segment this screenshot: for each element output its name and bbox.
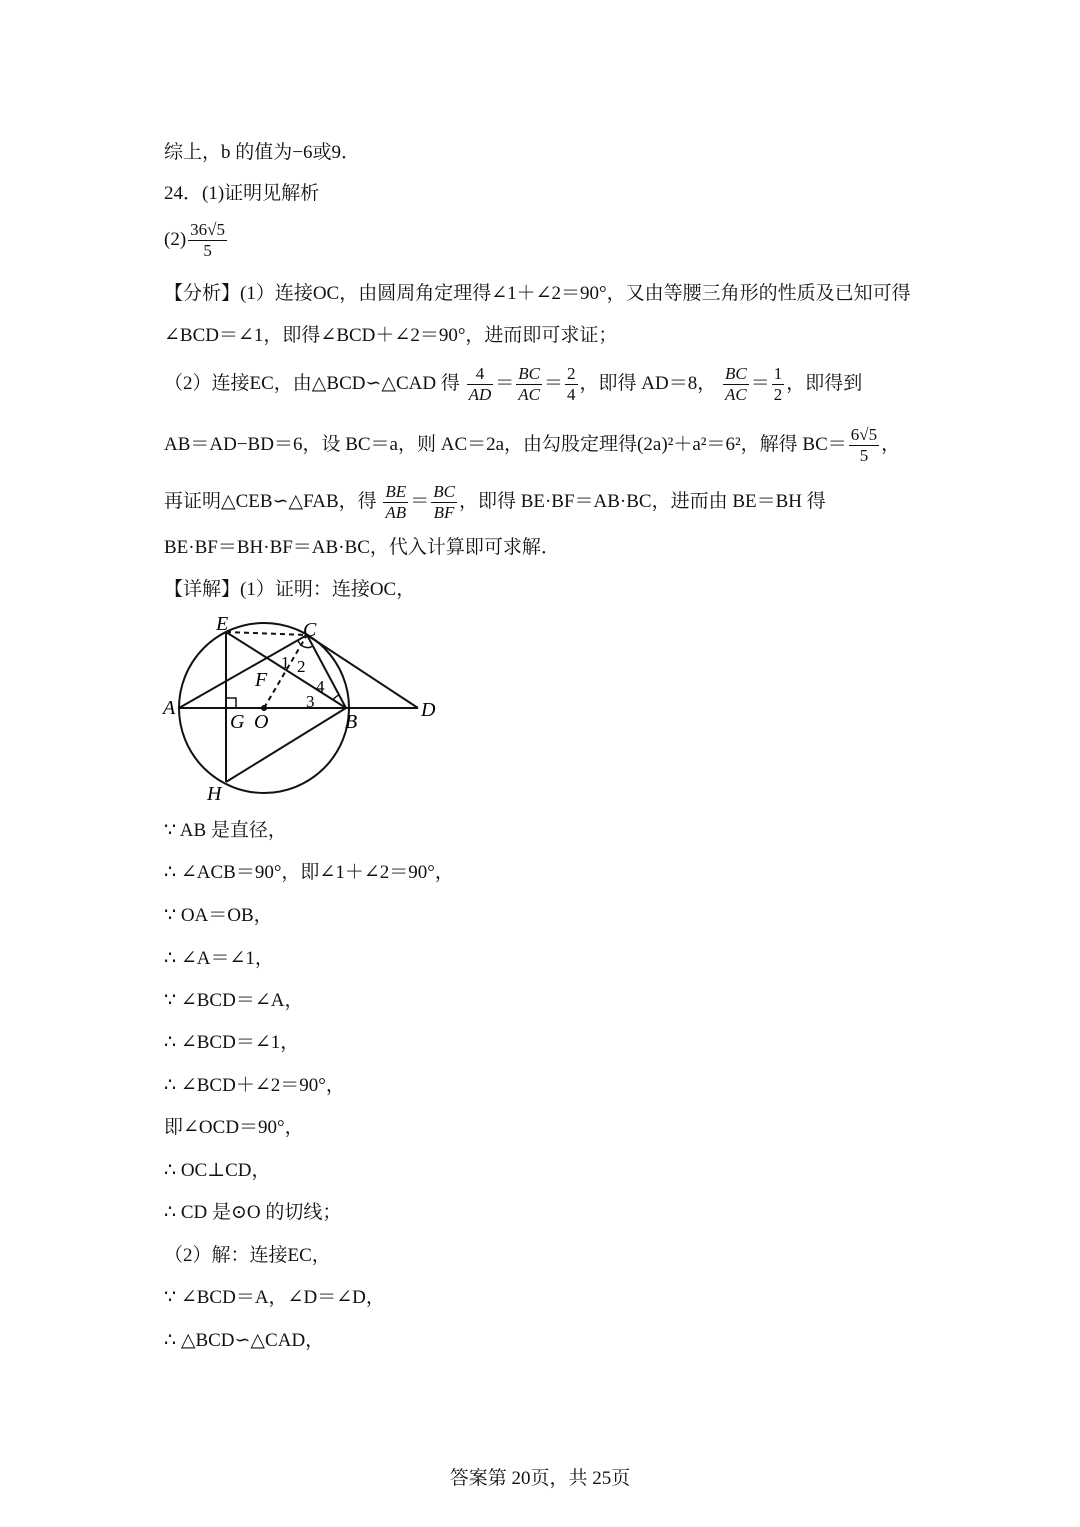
fraction-denominator: AC	[725, 385, 747, 404]
analysis-line-4	[164, 425, 900, 466]
label-h: H	[207, 783, 222, 805]
label-g: G	[230, 711, 245, 733]
fraction-numerator: BC	[725, 364, 747, 383]
label-angle-3: 3	[306, 692, 315, 711]
fraction-be-over-ab	[383, 482, 408, 523]
analysis-5-text-a: 再证明△CEB∽△FAB，得	[164, 490, 377, 512]
q24-answer-2	[164, 220, 229, 261]
fraction-numerator: 1	[773, 364, 783, 383]
q24-title: 24．(1)证明见解析	[164, 183, 320, 204]
fraction-numerator: 6√5	[850, 425, 878, 444]
label-angle-4: 4	[316, 677, 325, 696]
step-1: ∵ AB 是直径，	[164, 820, 287, 841]
step-5: ∵ ∠BCD＝∠A，	[164, 990, 304, 1011]
fraction-numerator: 4	[467, 364, 494, 385]
fraction-numerator: BE	[385, 482, 407, 501]
angle-arc-b	[333, 695, 339, 700]
fraction-denominator: 2	[773, 385, 783, 404]
geometry-figure	[150, 610, 450, 810]
fraction-denominator: 4	[567, 385, 576, 404]
fraction-6root5-over-5	[849, 425, 879, 466]
step-3: ∵ OA＝OB，	[164, 905, 273, 926]
fraction-2-over-4	[565, 364, 578, 405]
analysis-5-text-b: ，即得 BE·BF＝AB·BC，进而由 BE＝BH 得	[458, 490, 826, 512]
fraction-numerator: 36√5	[190, 220, 225, 239]
label-e: E	[216, 613, 229, 635]
summary-line: 综上，b 的值为−6或9．	[164, 142, 360, 163]
label-f: F	[255, 669, 268, 691]
equals-sign: ＝	[750, 372, 770, 394]
fraction-denominator: 5	[203, 241, 212, 260]
step-12: ∵ ∠BCD＝A，∠D＝∠D，	[164, 1287, 385, 1308]
fraction-1-over-2	[772, 364, 785, 405]
fraction-bc-over-ac-2	[723, 364, 749, 405]
segment-ec-dashed	[226, 632, 307, 635]
step-11: （2）解：连接EC，	[164, 1245, 331, 1266]
fraction-numerator: 2	[567, 364, 576, 383]
detail-line-1: 【详解】(1）证明：连接OC，	[164, 579, 416, 600]
step-4: ∴ ∠A＝∠1，	[164, 948, 274, 969]
fraction-bc-over-ac	[516, 364, 542, 405]
right-angle-mark	[226, 698, 236, 708]
step-6: ∴ ∠BCD＝∠1，	[164, 1032, 300, 1053]
label-c: C	[303, 619, 317, 641]
fraction-denominator: AB	[385, 503, 407, 522]
analysis-4-text-a: AB＝AD−BD＝6，设 BC＝a，则 AC＝2a，由勾股定理得(2a)²＋a²＝6²，解得 BC＝	[164, 433, 847, 455]
analysis-line-6: BE·BF＝BH·BF＝AB·BC，代入计算即可求解．	[164, 537, 560, 558]
label-d: D	[421, 699, 436, 721]
label-a: A	[163, 697, 176, 719]
analysis-line-5	[164, 482, 826, 523]
fraction-bc-over-bf	[431, 482, 457, 523]
step-13: ∴ △BCD∽△CAD，	[164, 1330, 325, 1351]
label-angle-1: 1	[281, 653, 290, 672]
segment-cd	[307, 635, 418, 708]
step-10: ∴ CD 是⊙O 的切线；	[164, 1202, 342, 1223]
equals-sign: ＝	[495, 372, 515, 394]
fraction-4-over-ad	[467, 364, 494, 405]
fraction-numerator: BC	[518, 364, 541, 383]
analysis-3-text-a: （2）连接EC，由△BCD∽△CAD 得	[164, 372, 460, 394]
step-9: ∴ OC⊥CD，	[164, 1160, 271, 1181]
analysis-4-text-b: ，	[881, 433, 901, 455]
fraction-denominator: 5	[859, 446, 869, 465]
step-8: 即∠OCD＝90°，	[164, 1117, 304, 1138]
analysis-line-3	[164, 364, 862, 405]
step-7: ∴ ∠BCD＋∠2＝90°，	[164, 1075, 345, 1096]
label-angle-2: 2	[297, 657, 306, 676]
step-2: ∴ ∠ACB＝90°，即∠1＋∠2＝90°，	[164, 862, 454, 883]
answer-2-prefix: (2)	[164, 228, 187, 250]
fraction-denominator: BF	[433, 503, 455, 522]
answer-2-fraction	[188, 220, 227, 261]
analysis-3-text-c: ，即得到	[786, 372, 863, 394]
analysis-line-2: ∠BCD＝∠1，即得∠BCD＋∠2＝90°，进而即可求证；	[164, 325, 618, 346]
analysis-line-1: 【分析】(1）连接OC，由圆周角定理得∠1＋∠2＝90°，又由等腰三角形的性质及已知可得	[164, 283, 911, 304]
label-o: O	[254, 711, 269, 733]
page-footer: 答案第 20页，共 25页	[449, 1468, 631, 1489]
analysis-3-text-b: ，即得 AD＝8，	[579, 372, 717, 394]
fraction-numerator: BC	[433, 482, 455, 501]
equals-sign: ＝	[410, 490, 430, 512]
fraction-denominator: AC	[518, 385, 541, 404]
fraction-denominator: AD	[468, 385, 492, 404]
equals-sign: ＝	[544, 372, 564, 394]
label-b: B	[345, 711, 358, 733]
